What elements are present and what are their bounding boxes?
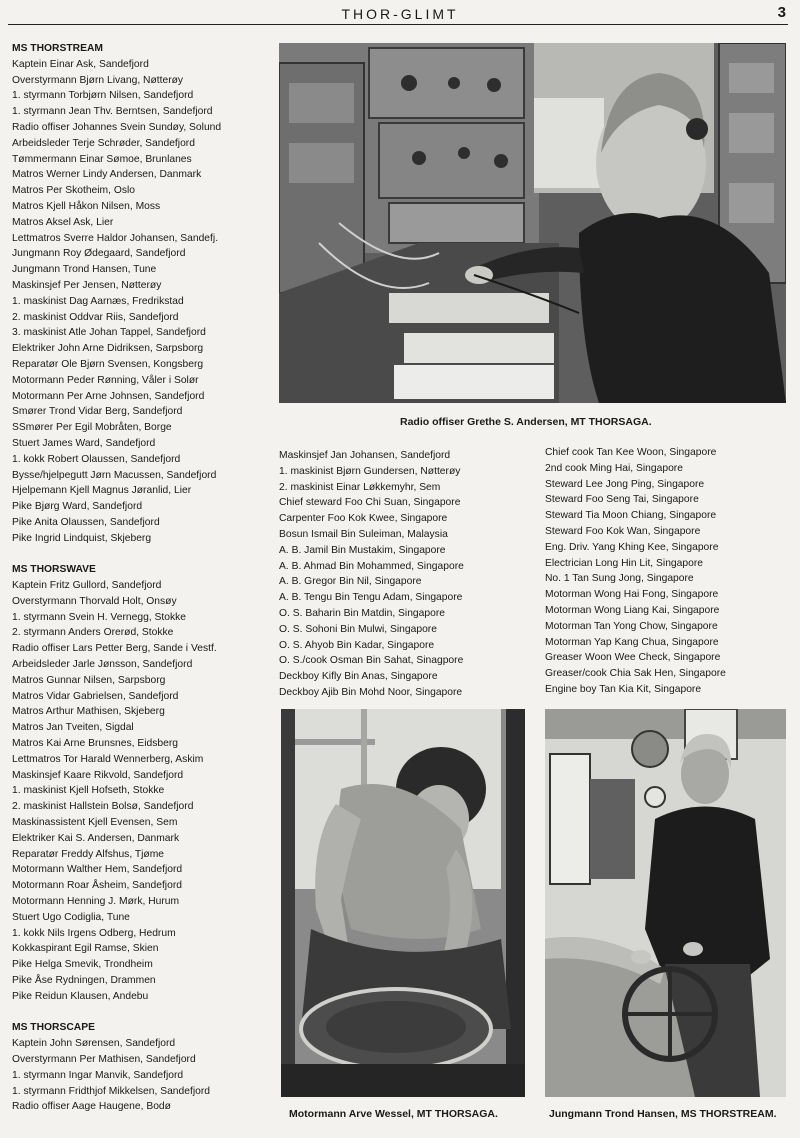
crew-member-line: Motorman Wong Hai Fong, Singapore [545, 589, 719, 601]
crew-member-line: Matros Gunnar Nilsen, Sarpsborg [12, 674, 166, 686]
crew-member-line: Jungmann Roy Ødegaard, Sandefjord [12, 248, 186, 260]
crew-list-left-column [12, 41, 270, 1115]
section-gap [12, 547, 270, 563]
crew-member-line: Greaser Woon Wee Check, Singapore [545, 652, 721, 664]
crew-member-line: A. B. Gregor Bin Nil, Singapore [279, 576, 422, 588]
crew-member-line: Pike Bjørg Ward, Sandefjord [12, 501, 143, 513]
crew-member-line: Smører Trond Vidar Berg, Sandefjord [12, 406, 183, 418]
crew-member-line: 3. maskinist Atle Johan Tappel, Sandefjord [12, 327, 206, 339]
crew-member-line: Matros Jan Tveiten, Sigdal [12, 722, 134, 734]
caption-radio-officer: Radio offiser Grethe S. Andersen, MT THORSAGA. [400, 416, 652, 428]
crew-member-line: Jungmann Trond Hansen, Tune [12, 264, 157, 276]
crew-member-line: Elektriker Kai S. Andersen, Danmark [12, 832, 180, 844]
crew-member-line: SSmører Per Egil Mobråten, Borge [12, 422, 172, 434]
crew-member-line: Radio offiser Lars Petter Berg, Sande i Vestf. [12, 643, 217, 655]
crew-member-line: Steward Foo Kok Wan, Singapore [545, 525, 701, 537]
crew-list-thorstream [12, 57, 270, 547]
crew-member-line: Bysse/hjelpegutt Jørn Macussen, Sandefjord [12, 469, 217, 481]
crew-member-line: Maskinassistent Kjell Evensen, Sem [12, 817, 178, 829]
crew-member-line: Matros Arthur Mathisen, Skjeberg [12, 706, 165, 718]
crew-list-thorswave [12, 578, 270, 1005]
crew-member-line: Tømmermann Einar Sømoe, Brunlanes [12, 153, 192, 165]
crew-member-line: 1. styrmann Torbjørn Nilsen, Sandefjord [12, 90, 194, 102]
crew-member-line: Kaptein Einar Ask, Sandefjord [12, 58, 149, 70]
crew-member-line: 1. styrmann Ingar Manvik, Sandefjord [12, 1069, 184, 1081]
crew-member-line: Motorman Tan Yong Chow, Singapore [545, 620, 718, 632]
photo-motormann [281, 709, 525, 1097]
crew-member-line: Reparatør Ole Bjørn Svensen, Kongsberg [12, 358, 204, 370]
crew-member-line: Greaser/cook Chia Sak Hen, Singapore [545, 668, 726, 680]
crew-member-line: 1. maskinist Dag Aarnæs, Fredrikstad [12, 295, 184, 307]
crew-member-line: Matros Kai Arne Brunsnes, Eidsberg [12, 738, 178, 750]
crew-member-line: 2. maskinist Hallstein Bolsø, Sandefjord [12, 801, 194, 813]
crew-list-right-column [545, 445, 790, 698]
crew-member-line: Electrician Long Hin Lit, Singapore [545, 557, 703, 569]
crew-member-line: Maskinsjef Jan Johansen, Sandefjord [279, 450, 451, 461]
crew-member-line: Matros Per Skotheim, Oslo [12, 185, 136, 197]
section-heading-thorswave: MS THORSWAVE [12, 564, 96, 576]
crew-member-line: 1. kokk Nils Irgens Odberg, Hedrum [12, 927, 176, 939]
crew-member-line: O. S. Ahyob Bin Kadar, Singapore [279, 639, 435, 651]
crew-member-line: Deckboy Kifly Bin Anas, Singapore [279, 671, 438, 683]
crew-member-line: 1. styrmann Fridthjof Mikkelsen, Sandefjord [12, 1085, 211, 1097]
crew-member-line: Radio offiser Aage Haugene, Bodø [12, 1101, 171, 1113]
crew-member-line: Chief steward Foo Chi Suan, Singapore [279, 497, 461, 509]
crew-member-line: 2. maskinist Oddvar Riis, Sandefjord [12, 311, 179, 323]
caption-motormann: Motormann Arve Wessel, MT THORSAGA. [289, 1108, 498, 1120]
crew-member-line: Pike Ingrid Lindquist, Skjeberg [12, 532, 152, 544]
photo-jungmann [545, 709, 786, 1097]
crew-member-line: Lettmatros Sverre Haldor Johansen, Sandefj. [12, 232, 219, 244]
crew-member-line: Matros Kjell Håkon Nilsen, Moss [12, 200, 161, 212]
page-number: 3 [777, 4, 786, 21]
crew-list-thorscape [12, 1036, 270, 1115]
caption-jungmann: Jungmann Trond Hansen, MS THORSTREAM. [549, 1108, 777, 1120]
crew-member-line: Motormann Per Arne Johnsen, Sandefjord [12, 390, 205, 402]
crew-member-line: 2nd cook Ming Hai, Singapore [545, 462, 683, 474]
crew-member-line: Arbeidsleder Terje Schrøder, Sandefjord [12, 137, 195, 149]
crew-member-line: 1. styrmann Svein H. Vernegg, Stokke [12, 611, 186, 623]
crew-member-line: Motormann Roar Åsheim, Sandefjord [12, 880, 182, 892]
crew-member-line: Chief cook Tan Kee Woon, Singapore [545, 447, 717, 458]
crew-member-line: Hjelpemann Kjell Magnus Jøranlid, Lier [12, 485, 192, 497]
crew-member-line: Deckboy Ajib Bin Mohd Noor, Singapore [279, 686, 463, 698]
crew-member-line: Pike Åse Rydningen, Drammen [12, 975, 156, 987]
crew-member-line: Motormann Peder Rønning, Våler i Solør [12, 374, 199, 386]
crew-member-line: Kaptein Fritz Gullord, Sandefjord [12, 580, 162, 592]
crew-member-line: Elektriker John Arne Didriksen, Sarpsborg [12, 343, 204, 355]
crew-member-line: Matros Vidar Gabrielsen, Sandefjord [12, 690, 179, 702]
section-heading-thorscape: MS THORSCAPE [12, 1022, 95, 1034]
crew-member-line: Stuert James Ward, Sandefjord [12, 437, 156, 449]
crew-member-line: Motorman Wong Liang Kai, Singapore [545, 604, 720, 616]
crew-member-line: 1. styrmann Jean Thv. Berntsen, Sandefjord [12, 106, 213, 118]
crew-member-line: Steward Tia Moon Chiang, Singapore [545, 510, 717, 522]
crew-member-line: O. S./cook Osman Bin Sahat, Sinagpore [279, 655, 464, 667]
crew-member-line: Kaptein John Sørensen, Sandefjord [12, 1038, 176, 1050]
crew-member-line: Maskinsjef Kaare Rikvold, Sandefjord [12, 769, 184, 781]
crew-member-line: O. S. Baharin Bin Matdin, Singapore [279, 607, 445, 619]
crew-member-line: Matros Werner Lindy Andersen, Danmark [12, 169, 202, 181]
crew-member-line: 2. styrmann Anders Orerød, Stokke [12, 627, 174, 639]
crew-member-line: Steward Foo Seng Tai, Singapore [545, 494, 699, 506]
photo-radio-officer [279, 43, 786, 403]
page-header [10, 4, 790, 24]
crew-member-line: Carpenter Foo Kok Kwee, Singapore [279, 513, 448, 525]
crew-member-line: Kokkaspirant Egil Ramse, Skien [12, 943, 159, 955]
crew-member-line: Overstyrmann Per Mathisen, Sandefjord [12, 1054, 196, 1065]
crew-member-line: Motorman Yap Kang Chua, Singapore [545, 636, 719, 648]
crew-member-line: Arbeidsleder Jarle Jønsson, Sandefjord [12, 659, 193, 671]
crew-member-line: Steward Lee Jong Ping, Singapore [545, 478, 705, 490]
crew-member-line: Overstyrmann Thorvald Holt, Onsøy [12, 595, 177, 607]
crew-member-line: Radio offiser Johannes Svein Sundøy, Solund [12, 121, 222, 133]
section-heading-thorstream: MS THORSTREAM [12, 43, 103, 54]
crew-member-line: A. B. Jamil Bin Mustakim, Singapore [279, 544, 446, 556]
crew-member-line: Reparatør Freddy Alfshus, Tjøme [12, 848, 165, 860]
crew-member-line: 1. kokk Robert Olaussen, Sandefjord [12, 453, 181, 465]
section-gap [12, 1005, 270, 1021]
crew-member-line: A. B. Ahmad Bin Mohammed, Singapore [279, 560, 464, 572]
crew-member-line: Pike Reidun Klausen, Andebu [12, 990, 149, 1002]
crew-list-middle-column [279, 448, 541, 701]
crew-member-line: 2. maskinist Einar Løkkemyhr, Sem [279, 481, 441, 493]
crew-member-line: 1. maskinist Kjell Hofseth, Stokke [12, 785, 165, 797]
crew-list-right [545, 445, 790, 698]
crew-member-line: Lettmatros Tor Harald Wennerberg, Askim [12, 753, 204, 765]
crew-member-line: Engine boy Tan Kia Kit, Singapore [545, 683, 702, 695]
crew-member-line: Pike Anita Olaussen, Sandefjord [12, 516, 160, 528]
crew-list-middle [279, 448, 541, 701]
crew-member-line: Motormann Walther Hem, Sandefjord [12, 864, 183, 876]
magazine-title: THOR-GLIMT [341, 6, 459, 22]
crew-member-line: Pike Helga Smevik, Trondheim [12, 959, 153, 971]
crew-member-line: No. 1 Tan Sung Jong, Singapore [545, 573, 694, 585]
crew-member-line: Motormann Henning J. Mørk, Hurum [12, 896, 180, 908]
crew-member-line: Bosun Ismail Bin Suleiman, Malaysia [279, 528, 448, 540]
crew-member-line: A. B. Tengu Bin Tengu Adam, Singapore [279, 592, 463, 604]
crew-member-line: Maskinsjef Per Jensen, Nøtterøy [12, 279, 162, 291]
crew-member-line: Eng. Driv. Yang Khing Kee, Singapore [545, 541, 719, 553]
header-rule [8, 24, 788, 25]
crew-member-line: Stuert Ugo Codiglia, Tune [12, 911, 130, 923]
crew-member-line: Matros Aksel Ask, Lier [12, 216, 114, 228]
crew-member-line: Overstyrmann Bjørn Livang, Nøtterøy [12, 74, 184, 86]
crew-member-line: O. S. Sohoni Bin Mulwi, Singapore [279, 623, 437, 635]
crew-member-line: 1. maskinist Bjørn Gundersen, Nøtterøy [279, 465, 461, 477]
